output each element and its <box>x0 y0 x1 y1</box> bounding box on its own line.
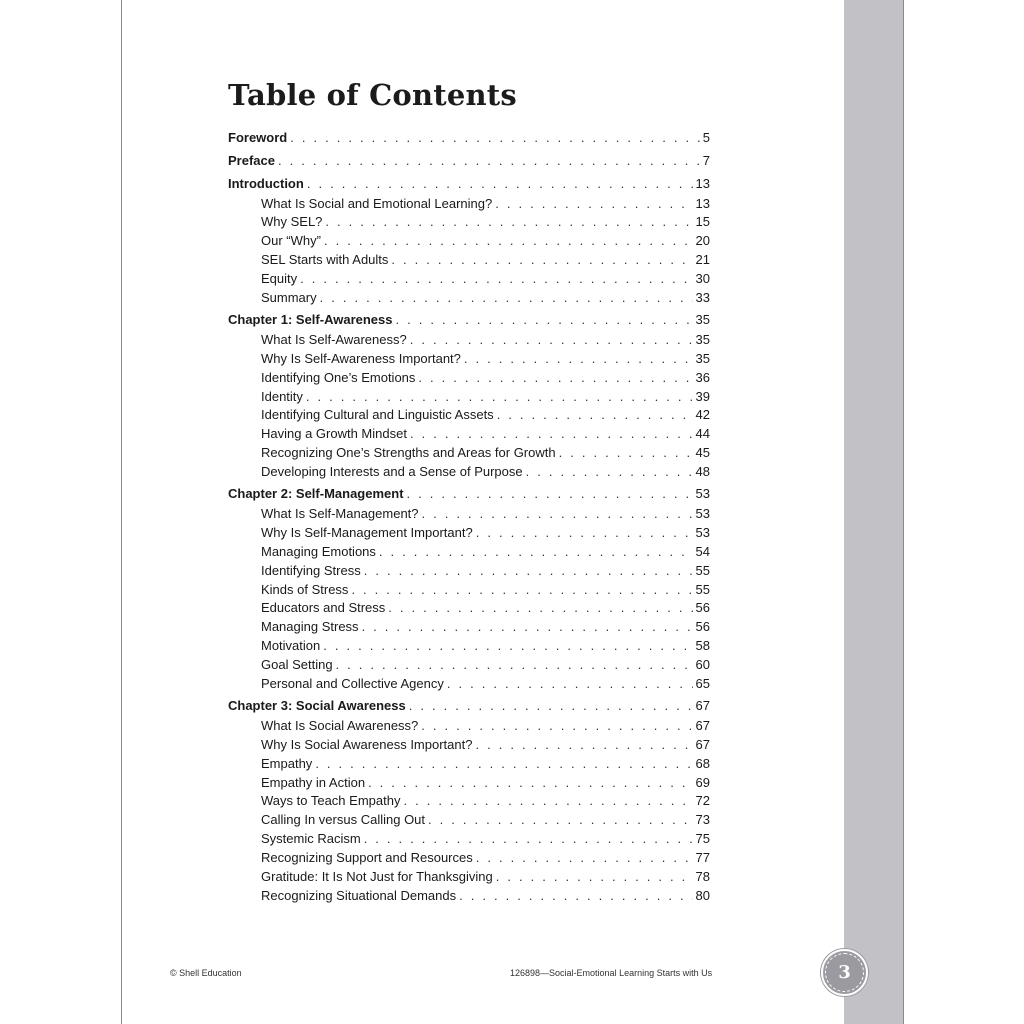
toc-entry-page: 55 <box>695 581 710 597</box>
toc-section-entry <box>228 332 710 351</box>
toc-entry-page: 39 <box>695 388 710 404</box>
toc-section-entry <box>228 676 710 695</box>
dot-leader <box>315 756 692 771</box>
toc-entry-page: 77 <box>695 850 710 866</box>
dot-leader <box>290 130 700 145</box>
toc-entry-label: Recognizing One’s Strengths and Areas for Growth <box>261 445 556 461</box>
toc-entry-page: 75 <box>695 831 710 847</box>
dot-leader <box>464 351 693 366</box>
toc-entry-page: 53 <box>695 524 710 540</box>
toc-entry-label: Gratitude: It Is Not Just for Thanksgiving <box>261 869 493 884</box>
dot-leader <box>496 869 693 884</box>
toc-entry-page: 65 <box>695 675 710 691</box>
toc-chapter-entry <box>228 176 710 196</box>
dot-leader <box>409 698 693 713</box>
toc-entry-page: 35 <box>695 350 710 366</box>
toc-entry-page: 80 <box>695 887 710 903</box>
toc-entry-page: 35 <box>695 312 710 328</box>
toc-entry-label: Identifying One’s Emotions <box>261 369 416 385</box>
toc-entry-label: Summary <box>261 289 317 305</box>
toc-entry-page: 53 <box>695 486 710 502</box>
toc-entry-page: 13 <box>695 195 710 211</box>
toc-entry-page: 5 <box>702 130 710 145</box>
toc-section-entry <box>228 850 710 869</box>
dot-leader <box>320 290 693 305</box>
dot-leader <box>421 718 692 733</box>
toc-entry-label: Calling In versus Calling Out <box>261 812 426 828</box>
dot-leader <box>388 600 692 615</box>
toc-entry-page: 58 <box>695 638 710 654</box>
toc-section-entry <box>228 657 710 676</box>
toc-entry-page: 67 <box>695 717 710 733</box>
toc-section-entry <box>228 389 710 408</box>
dot-leader <box>428 812 693 827</box>
toc-section-entry <box>228 831 710 850</box>
toc-entry-label: Identifying Stress <box>261 562 361 578</box>
dot-leader <box>368 775 692 790</box>
dot-leader <box>396 312 693 327</box>
toc-entry-page: 72 <box>695 793 710 809</box>
toc-entry-page: 69 <box>695 774 710 790</box>
toc-section-entry <box>228 869 710 888</box>
dot-leader <box>336 657 693 672</box>
dot-leader <box>323 638 692 653</box>
toc-section-entry <box>228 619 710 638</box>
toc-entry-page: 67 <box>695 736 710 752</box>
toc-section-entry <box>228 506 710 525</box>
toc-entry-page: 60 <box>695 657 710 673</box>
toc-entry-label: SEL Starts with Adults <box>261 252 389 268</box>
toc-entry-label: Developing Interests and a Sense of Purpose <box>261 464 523 480</box>
toc-entry-label: Personal and Collective Agency <box>261 675 444 691</box>
dot-leader <box>559 445 693 460</box>
toc-entry-label: Kinds of Stress <box>261 581 349 597</box>
toc-section-entry <box>228 718 710 737</box>
toc-entry-page: 21 <box>695 252 710 268</box>
toc-entry-label: What Is Self-Awareness? <box>261 331 407 347</box>
toc-entry-label: Empathy <box>261 755 313 771</box>
toc-section-entry <box>228 737 710 756</box>
dot-leader <box>379 544 693 559</box>
toc-chapter-entry <box>228 698 710 718</box>
toc-section-entry <box>228 252 710 271</box>
toc-entry-page: 55 <box>695 562 710 578</box>
dot-leader <box>495 196 692 211</box>
toc-entry-page: 56 <box>695 600 710 616</box>
toc-entry-page: 73 <box>695 812 710 828</box>
toc-entry-page: 20 <box>695 233 710 249</box>
toc-entry-label: Equity <box>261 271 298 287</box>
toc-entry-page: 30 <box>695 271 710 287</box>
toc-section-entry <box>228 756 710 775</box>
toc-section-entry <box>228 271 710 290</box>
toc-entry-label: Empathy in Action <box>261 774 366 790</box>
toc-entry-label: Our “Why” <box>261 233 321 249</box>
toc-entry-page: 44 <box>695 426 710 442</box>
toc-entry-label: Identifying Cultural and Linguistic Assets <box>261 407 494 423</box>
dot-leader <box>278 153 700 168</box>
toc-entry-page: 68 <box>695 755 710 771</box>
dot-leader <box>364 831 693 846</box>
toc-chapter-entry <box>228 486 710 506</box>
toc-entry-label: Recognizing Support and Resources <box>261 850 473 866</box>
toc-section-entry <box>228 812 710 831</box>
toc-entry-label: Having a Growth Mindset <box>261 426 407 442</box>
toc-entry-page: 48 <box>695 464 710 480</box>
toc-entry-label: Systemic Racism <box>261 831 361 847</box>
dot-leader <box>307 176 693 191</box>
toc-entry-label: Introduction <box>228 176 304 191</box>
dot-leader <box>362 619 693 634</box>
toc-section-entry <box>228 426 710 445</box>
toc-entry-label: Managing Emotions <box>261 543 376 559</box>
toc-entry-label: What Is Social Awareness? <box>261 717 419 733</box>
footer-publisher: © Shell Education <box>170 968 242 978</box>
toc-section-entry <box>228 214 710 233</box>
toc-entry-page: 53 <box>695 505 710 521</box>
toc-entry-page: 35 <box>695 331 710 347</box>
toc-entry-label: Why Is Social Awareness Important? <box>261 736 473 752</box>
toc-entry-page: 78 <box>695 869 710 884</box>
toc-entry-label: Educators and Stress <box>261 600 386 616</box>
toc-chapter-entry <box>228 153 710 173</box>
toc-entry-label: What Is Social and Emotional Learning? <box>261 195 493 211</box>
toc-entry-label: Why Is Self-Management Important? <box>261 524 473 540</box>
toc-section-entry <box>228 290 710 309</box>
page-title: Table of Contents <box>228 78 517 112</box>
toc-entry-label: Why Is Self-Awareness Important? <box>261 350 461 366</box>
toc-entry-label: Identity <box>261 388 303 404</box>
dot-leader <box>403 793 692 808</box>
dot-leader <box>351 582 692 597</box>
table-of-contents <box>228 130 710 907</box>
toc-section-entry <box>228 888 710 907</box>
toc-entry-label: Foreword <box>228 130 288 145</box>
dot-leader <box>391 252 692 267</box>
page-edge-band <box>844 0 903 1024</box>
dot-leader <box>476 525 693 540</box>
toc-chapter-entry <box>228 312 710 332</box>
toc-section-entry <box>228 407 710 426</box>
dot-leader <box>410 332 693 347</box>
toc-section-entry <box>228 638 710 657</box>
toc-entry-page: 7 <box>702 153 710 168</box>
toc-section-entry <box>228 582 710 601</box>
toc-entry-page: 13 <box>695 176 710 191</box>
toc-entry-label: Preface <box>228 153 275 168</box>
dot-leader <box>407 486 693 501</box>
toc-section-entry <box>228 793 710 812</box>
dot-leader <box>418 370 692 385</box>
toc-section-entry <box>228 775 710 794</box>
dot-leader <box>526 464 693 479</box>
dot-leader <box>475 737 692 752</box>
toc-entry-label: What Is Self-Management? <box>261 505 419 521</box>
dot-leader <box>300 271 692 286</box>
dot-leader <box>324 233 693 248</box>
page-number-badge <box>821 949 868 996</box>
toc-section-entry <box>228 544 710 563</box>
toc-entry-page: 15 <box>695 214 710 230</box>
toc-section-entry <box>228 445 710 464</box>
toc-entry-label: Ways to Teach Empathy <box>261 793 401 809</box>
toc-entry-page: 56 <box>695 619 710 635</box>
dot-leader <box>497 407 693 422</box>
page-number: 3 <box>838 962 851 983</box>
toc-section-entry <box>228 525 710 544</box>
toc-entry-page: 36 <box>695 369 710 385</box>
toc-entry-label: Motivation <box>261 638 321 654</box>
toc-section-entry <box>228 196 710 215</box>
toc-entry-label: Managing Stress <box>261 619 359 635</box>
page-number-ring <box>825 953 864 992</box>
dot-leader <box>476 850 693 865</box>
toc-entry-page: 42 <box>695 407 710 423</box>
dot-leader <box>447 676 693 691</box>
toc-entry-page: 33 <box>695 289 710 305</box>
toc-entry-label: Why SEL? <box>261 214 323 230</box>
dot-leader <box>459 888 692 903</box>
toc-section-entry <box>228 233 710 252</box>
toc-entry-label: Chapter 3: Social Awareness <box>228 698 406 714</box>
toc-entry-label: Chapter 1: Self-Awareness <box>228 312 393 328</box>
toc-entry-page: 67 <box>695 698 710 714</box>
toc-chapter-entry <box>228 130 710 150</box>
toc-section-entry <box>228 351 710 370</box>
toc-entry-page: 54 <box>695 543 710 559</box>
toc-section-entry <box>228 600 710 619</box>
toc-section-entry <box>228 464 710 483</box>
toc-section-entry <box>228 370 710 389</box>
toc-entry-label: Goal Setting <box>261 657 333 673</box>
toc-entry-page: 45 <box>695 445 710 461</box>
dot-leader <box>364 563 693 578</box>
footer-book-title: 126898—Social-Emotional Learning Starts with Us <box>510 968 713 978</box>
dot-leader <box>325 214 692 229</box>
dot-leader <box>306 389 693 404</box>
toc-entry-label: Recognizing Situational Demands <box>261 887 457 903</box>
toc-section-entry <box>228 563 710 582</box>
toc-entry-label: Chapter 2: Self-Management <box>228 486 404 502</box>
dot-leader <box>410 426 693 441</box>
dot-leader <box>422 506 693 521</box>
